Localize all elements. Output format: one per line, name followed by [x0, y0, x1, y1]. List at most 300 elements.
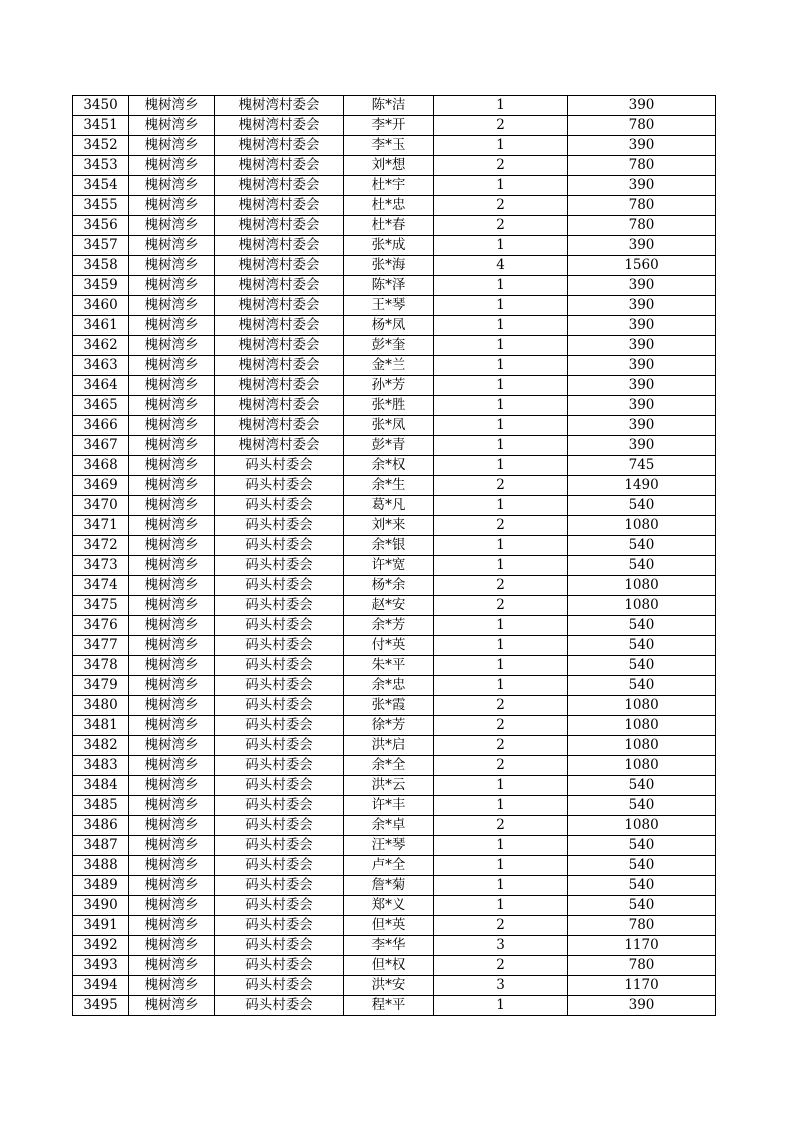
name-cell: 余*银	[344, 536, 434, 556]
table-row	[73, 256, 716, 276]
amount-cell: 1080	[568, 576, 716, 596]
amount-cell: 1560	[568, 256, 716, 276]
table-row	[73, 736, 716, 756]
township-cell: 槐树湾乡	[129, 376, 215, 396]
row-number-cell: 3485	[73, 796, 129, 816]
village-committee-cell: 码头村委会	[215, 976, 344, 996]
household-count-cell: 1	[434, 796, 568, 816]
township-cell: 槐树湾乡	[129, 436, 215, 456]
name-cell: 刘*想	[344, 156, 434, 176]
row-number-cell: 3451	[73, 116, 129, 136]
amount-cell: 390	[568, 356, 716, 376]
row-number-cell: 3480	[73, 696, 129, 716]
township-cell: 槐树湾乡	[129, 276, 215, 296]
amount-cell: 540	[568, 656, 716, 676]
township-cell: 槐树湾乡	[129, 136, 215, 156]
household-count-cell: 1	[434, 136, 568, 156]
township-cell: 槐树湾乡	[129, 396, 215, 416]
amount-cell: 1080	[568, 596, 716, 616]
township-cell: 槐树湾乡	[129, 476, 215, 496]
row-number-cell: 3457	[73, 236, 129, 256]
table-row	[73, 356, 716, 376]
row-number-cell: 3456	[73, 216, 129, 236]
row-number-cell: 3454	[73, 176, 129, 196]
name-cell: 王*琴	[344, 296, 434, 316]
household-count-cell: 3	[434, 976, 568, 996]
amount-cell: 1080	[568, 816, 716, 836]
row-number-cell: 3465	[73, 396, 129, 416]
household-count-cell: 1	[434, 496, 568, 516]
name-cell: 陈*洁	[344, 96, 434, 116]
household-count-cell: 1	[434, 96, 568, 116]
name-cell: 杜*春	[344, 216, 434, 236]
name-cell: 余*芳	[344, 616, 434, 636]
table-row	[73, 96, 716, 116]
table-row	[73, 276, 716, 296]
row-number-cell: 3470	[73, 496, 129, 516]
township-cell: 槐树湾乡	[129, 536, 215, 556]
name-cell: 洪*安	[344, 976, 434, 996]
table-row	[73, 776, 716, 796]
village-committee-cell: 槐树湾村委会	[215, 96, 344, 116]
row-number-cell: 3484	[73, 776, 129, 796]
row-number-cell: 3452	[73, 136, 129, 156]
table-row	[73, 156, 716, 176]
name-cell: 许*丰	[344, 796, 434, 816]
table-row	[73, 176, 716, 196]
amount-cell: 1080	[568, 716, 716, 736]
table-row	[73, 916, 716, 936]
township-cell: 槐树湾乡	[129, 876, 215, 896]
table-row	[73, 116, 716, 136]
amount-cell: 540	[568, 896, 716, 916]
row-number-cell: 3473	[73, 556, 129, 576]
village-committee-cell: 码头村委会	[215, 496, 344, 516]
household-count-cell: 1	[434, 636, 568, 656]
amount-cell: 780	[568, 116, 716, 136]
amount-cell: 540	[568, 876, 716, 896]
row-number-cell: 3486	[73, 816, 129, 836]
table-row	[73, 796, 716, 816]
amount-cell: 745	[568, 456, 716, 476]
village-committee-cell: 码头村委会	[215, 656, 344, 676]
household-count-cell: 2	[434, 716, 568, 736]
table-row	[73, 136, 716, 156]
name-cell: 李*玉	[344, 136, 434, 156]
township-cell: 槐树湾乡	[129, 216, 215, 236]
row-number-cell: 3490	[73, 896, 129, 916]
village-committee-cell: 码头村委会	[215, 676, 344, 696]
household-count-cell: 1	[434, 656, 568, 676]
table-row	[73, 396, 716, 416]
household-count-cell: 1	[434, 996, 568, 1016]
township-cell: 槐树湾乡	[129, 556, 215, 576]
village-committee-cell: 槐树湾村委会	[215, 236, 344, 256]
household-count-cell: 1	[434, 356, 568, 376]
township-cell: 槐树湾乡	[129, 896, 215, 916]
village-committee-cell: 槐树湾村委会	[215, 436, 344, 456]
township-cell: 槐树湾乡	[129, 336, 215, 356]
amount-cell: 780	[568, 956, 716, 976]
amount-cell: 540	[568, 856, 716, 876]
table-row	[73, 856, 716, 876]
household-count-cell: 2	[434, 816, 568, 836]
amount-cell: 540	[568, 676, 716, 696]
row-number-cell: 3459	[73, 276, 129, 296]
name-cell: 郑*义	[344, 896, 434, 916]
name-cell: 刘*来	[344, 516, 434, 536]
row-number-cell: 3461	[73, 316, 129, 336]
household-count-cell: 2	[434, 156, 568, 176]
name-cell: 付*英	[344, 636, 434, 656]
village-committee-cell: 码头村委会	[215, 616, 344, 636]
row-number-cell: 3489	[73, 876, 129, 896]
amount-cell: 390	[568, 96, 716, 116]
name-cell: 张*霞	[344, 696, 434, 716]
row-number-cell: 3493	[73, 956, 129, 976]
village-committee-cell: 码头村委会	[215, 956, 344, 976]
village-committee-cell: 槐树湾村委会	[215, 176, 344, 196]
table-row	[73, 616, 716, 636]
amount-cell: 540	[568, 616, 716, 636]
name-cell: 洪*启	[344, 736, 434, 756]
name-cell: 杜*宇	[344, 176, 434, 196]
village-committee-cell: 槐树湾村委会	[215, 316, 344, 336]
township-cell: 槐树湾乡	[129, 656, 215, 676]
village-committee-cell: 槐树湾村委会	[215, 396, 344, 416]
name-cell: 彭*青	[344, 436, 434, 456]
township-cell: 槐树湾乡	[129, 236, 215, 256]
household-count-cell: 1	[434, 436, 568, 456]
table-row	[73, 196, 716, 216]
name-cell: 张*成	[344, 236, 434, 256]
amount-cell: 780	[568, 156, 716, 176]
name-cell: 杨*凤	[344, 316, 434, 336]
amount-cell: 390	[568, 176, 716, 196]
table-row	[73, 816, 716, 836]
row-number-cell: 3487	[73, 836, 129, 856]
amount-cell: 1170	[568, 936, 716, 956]
village-committee-cell: 槐树湾村委会	[215, 136, 344, 156]
household-count-cell: 2	[434, 116, 568, 136]
township-cell: 槐树湾乡	[129, 576, 215, 596]
name-cell: 杨*余	[344, 576, 434, 596]
village-committee-cell: 码头村委会	[215, 696, 344, 716]
township-cell: 槐树湾乡	[129, 96, 215, 116]
table-row	[73, 436, 716, 456]
village-committee-cell: 码头村委会	[215, 536, 344, 556]
household-count-cell: 1	[434, 456, 568, 476]
township-cell: 槐树湾乡	[129, 256, 215, 276]
household-count-cell: 1	[434, 536, 568, 556]
amount-cell: 390	[568, 396, 716, 416]
row-number-cell: 3474	[73, 576, 129, 596]
amount-cell: 390	[568, 236, 716, 256]
household-count-cell: 1	[434, 896, 568, 916]
township-cell: 槐树湾乡	[129, 776, 215, 796]
name-cell: 但*英	[344, 916, 434, 936]
row-number-cell: 3492	[73, 936, 129, 956]
table-row	[73, 316, 716, 336]
table-row	[73, 636, 716, 656]
table-row	[73, 936, 716, 956]
row-number-cell: 3478	[73, 656, 129, 676]
name-cell: 赵*安	[344, 596, 434, 616]
name-cell: 余*生	[344, 476, 434, 496]
village-committee-cell: 码头村委会	[215, 576, 344, 596]
row-number-cell: 3476	[73, 616, 129, 636]
amount-cell: 780	[568, 916, 716, 936]
village-committee-cell: 码头村委会	[215, 876, 344, 896]
township-cell: 槐树湾乡	[129, 796, 215, 816]
row-number-cell: 3479	[73, 676, 129, 696]
table-row	[73, 336, 716, 356]
name-cell: 张*海	[344, 256, 434, 276]
amount-cell: 1490	[568, 476, 716, 496]
township-cell: 槐树湾乡	[129, 696, 215, 716]
village-committee-cell: 码头村委会	[215, 476, 344, 496]
village-committee-cell: 码头村委会	[215, 636, 344, 656]
township-cell: 槐树湾乡	[129, 736, 215, 756]
household-count-cell: 2	[434, 956, 568, 976]
table-row	[73, 896, 716, 916]
table-row	[73, 496, 716, 516]
village-committee-cell: 码头村委会	[215, 856, 344, 876]
table-row	[73, 876, 716, 896]
amount-cell: 540	[568, 776, 716, 796]
row-number-cell: 3460	[73, 296, 129, 316]
household-count-cell: 1	[434, 296, 568, 316]
row-number-cell: 3458	[73, 256, 129, 276]
household-count-cell: 2	[434, 916, 568, 936]
village-committee-cell: 码头村委会	[215, 516, 344, 536]
household-count-cell: 1	[434, 676, 568, 696]
township-cell: 槐树湾乡	[129, 636, 215, 656]
village-committee-cell: 槐树湾村委会	[215, 156, 344, 176]
name-cell: 余*全	[344, 756, 434, 776]
table-row	[73, 716, 716, 736]
township-cell: 槐树湾乡	[129, 296, 215, 316]
village-committee-cell: 码头村委会	[215, 736, 344, 756]
village-committee-cell: 槐树湾村委会	[215, 356, 344, 376]
household-count-cell: 1	[434, 276, 568, 296]
township-cell: 槐树湾乡	[129, 936, 215, 956]
township-cell: 槐树湾乡	[129, 176, 215, 196]
village-committee-cell: 槐树湾村委会	[215, 256, 344, 276]
household-count-cell: 1	[434, 616, 568, 636]
amount-cell: 1080	[568, 736, 716, 756]
village-committee-cell: 码头村委会	[215, 836, 344, 856]
amount-cell: 540	[568, 496, 716, 516]
row-number-cell: 3488	[73, 856, 129, 876]
township-cell: 槐树湾乡	[129, 196, 215, 216]
household-count-cell: 1	[434, 556, 568, 576]
village-committee-cell: 槐树湾村委会	[215, 196, 344, 216]
village-committee-cell: 槐树湾村委会	[215, 216, 344, 236]
amount-cell: 1080	[568, 756, 716, 776]
amount-cell: 540	[568, 536, 716, 556]
household-count-cell: 1	[434, 876, 568, 896]
name-cell: 余*卓	[344, 816, 434, 836]
records-table	[72, 95, 716, 1016]
household-count-cell: 1	[434, 856, 568, 876]
household-count-cell: 2	[434, 196, 568, 216]
table-row	[73, 756, 716, 776]
village-committee-cell: 槐树湾村委会	[215, 276, 344, 296]
table-row	[73, 576, 716, 596]
amount-cell: 390	[568, 296, 716, 316]
table-row	[73, 976, 716, 996]
household-count-cell: 2	[434, 516, 568, 536]
table-row	[73, 236, 716, 256]
household-count-cell: 2	[434, 736, 568, 756]
amount-cell: 1170	[568, 976, 716, 996]
village-committee-cell: 码头村委会	[215, 896, 344, 916]
village-committee-cell: 码头村委会	[215, 916, 344, 936]
name-cell: 许*宽	[344, 556, 434, 576]
name-cell: 孙*芳	[344, 376, 434, 396]
row-number-cell: 3469	[73, 476, 129, 496]
township-cell: 槐树湾乡	[129, 516, 215, 536]
household-count-cell: 1	[434, 316, 568, 336]
village-committee-cell: 码头村委会	[215, 556, 344, 576]
household-count-cell: 2	[434, 476, 568, 496]
name-cell: 金*兰	[344, 356, 434, 376]
township-cell: 槐树湾乡	[129, 956, 215, 976]
township-cell: 槐树湾乡	[129, 416, 215, 436]
amount-cell: 390	[568, 336, 716, 356]
amount-cell: 390	[568, 996, 716, 1016]
township-cell: 槐树湾乡	[129, 456, 215, 476]
household-count-cell: 1	[434, 396, 568, 416]
village-committee-cell: 槐树湾村委会	[215, 376, 344, 396]
township-cell: 槐树湾乡	[129, 996, 215, 1016]
township-cell: 槐树湾乡	[129, 156, 215, 176]
township-cell: 槐树湾乡	[129, 316, 215, 336]
village-committee-cell: 槐树湾村委会	[215, 416, 344, 436]
name-cell: 余*权	[344, 456, 434, 476]
name-cell: 詹*菊	[344, 876, 434, 896]
township-cell: 槐树湾乡	[129, 976, 215, 996]
amount-cell: 390	[568, 276, 716, 296]
township-cell: 槐树湾乡	[129, 816, 215, 836]
township-cell: 槐树湾乡	[129, 116, 215, 136]
row-number-cell: 3450	[73, 96, 129, 116]
amount-cell: 540	[568, 836, 716, 856]
amount-cell: 780	[568, 216, 716, 236]
row-number-cell: 3475	[73, 596, 129, 616]
household-count-cell: 2	[434, 756, 568, 776]
row-number-cell: 3483	[73, 756, 129, 776]
row-number-cell: 3482	[73, 736, 129, 756]
amount-cell: 390	[568, 436, 716, 456]
table-row	[73, 696, 716, 716]
name-cell: 张*凤	[344, 416, 434, 436]
household-count-cell: 2	[434, 576, 568, 596]
household-count-cell: 1	[434, 416, 568, 436]
amount-cell: 780	[568, 196, 716, 216]
table-row	[73, 676, 716, 696]
amount-cell: 390	[568, 416, 716, 436]
row-number-cell: 3491	[73, 916, 129, 936]
household-count-cell: 2	[434, 696, 568, 716]
township-cell: 槐树湾乡	[129, 756, 215, 776]
table-row	[73, 216, 716, 236]
village-committee-cell: 槐树湾村委会	[215, 336, 344, 356]
table-row	[73, 476, 716, 496]
village-committee-cell: 码头村委会	[215, 596, 344, 616]
name-cell: 徐*芳	[344, 716, 434, 736]
name-cell: 余*忠	[344, 676, 434, 696]
table-row	[73, 516, 716, 536]
name-cell: 朱*平	[344, 656, 434, 676]
row-number-cell: 3495	[73, 996, 129, 1016]
records-table-body	[73, 96, 716, 1016]
amount-cell: 540	[568, 796, 716, 816]
amount-cell: 540	[568, 636, 716, 656]
row-number-cell: 3453	[73, 156, 129, 176]
table-row	[73, 296, 716, 316]
name-cell: 李*开	[344, 116, 434, 136]
household-count-cell: 1	[434, 236, 568, 256]
name-cell: 汪*琴	[344, 836, 434, 856]
row-number-cell: 3494	[73, 976, 129, 996]
name-cell: 程*平	[344, 996, 434, 1016]
village-committee-cell: 码头村委会	[215, 716, 344, 736]
name-cell: 彭*奎	[344, 336, 434, 356]
table-row	[73, 556, 716, 576]
table-row	[73, 836, 716, 856]
township-cell: 槐树湾乡	[129, 356, 215, 376]
row-number-cell: 3455	[73, 196, 129, 216]
village-committee-cell: 码头村委会	[215, 776, 344, 796]
household-count-cell: 1	[434, 376, 568, 396]
name-cell: 陈*泽	[344, 276, 434, 296]
row-number-cell: 3472	[73, 536, 129, 556]
village-committee-cell: 码头村委会	[215, 796, 344, 816]
village-committee-cell: 码头村委会	[215, 456, 344, 476]
row-number-cell: 3467	[73, 436, 129, 456]
table-row	[73, 996, 716, 1016]
township-cell: 槐树湾乡	[129, 596, 215, 616]
village-committee-cell: 槐树湾村委会	[215, 296, 344, 316]
name-cell: 卢*全	[344, 856, 434, 876]
row-number-cell: 3462	[73, 336, 129, 356]
name-cell: 杜*忠	[344, 196, 434, 216]
row-number-cell: 3466	[73, 416, 129, 436]
household-count-cell: 1	[434, 336, 568, 356]
township-cell: 槐树湾乡	[129, 856, 215, 876]
name-cell: 葛*凡	[344, 496, 434, 516]
row-number-cell: 3471	[73, 516, 129, 536]
amount-cell: 1080	[568, 516, 716, 536]
township-cell: 槐树湾乡	[129, 916, 215, 936]
household-count-cell: 2	[434, 596, 568, 616]
table-row	[73, 376, 716, 396]
table-row	[73, 656, 716, 676]
amount-cell: 540	[568, 556, 716, 576]
household-count-cell: 3	[434, 936, 568, 956]
household-count-cell: 1	[434, 776, 568, 796]
household-count-cell: 1	[434, 836, 568, 856]
household-count-cell: 4	[434, 256, 568, 276]
amount-cell: 390	[568, 316, 716, 336]
table-row	[73, 596, 716, 616]
name-cell: 但*权	[344, 956, 434, 976]
township-cell: 槐树湾乡	[129, 616, 215, 636]
township-cell: 槐树湾乡	[129, 716, 215, 736]
village-committee-cell: 码头村委会	[215, 936, 344, 956]
